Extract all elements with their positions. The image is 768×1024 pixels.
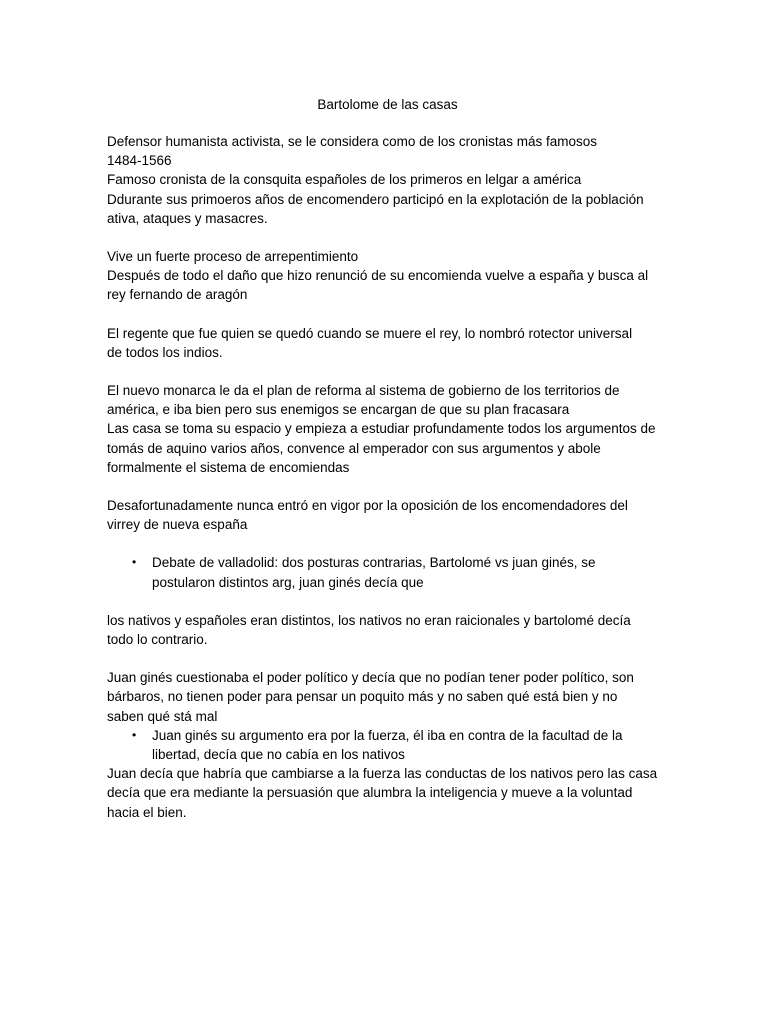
text-line: Juan ginés cuestionaba el poder político y decía que no podían tener poder político, son [107,670,634,686]
text-line: 1484-1566 [107,153,172,169]
bullet-icon: • [132,555,137,570]
text-line: virrey de nueva españa [107,517,248,533]
bullet-icon: • [132,727,137,742]
text-line: hacia el bien. [107,804,187,820]
paragraph-repentance [107,247,668,305]
text-line: saben qué stá mal [107,708,218,724]
list-item [107,726,668,764]
text-line: Debate de valladolid: dos posturas contrarias, Bartolomé vs juan ginés, se [152,555,596,571]
paragraph-gines [107,668,668,726]
text-line: Juan decía que habría que cambiarse a la fuerza las conductas de los nativos pero las casa [107,766,658,782]
text-line: los nativos y españoles eran distintos, los nativos no eran raicionales y bartolomé decía [107,612,631,628]
list-item [107,553,668,591]
text-line: de todos los indios. [107,344,223,360]
text-line: Juan ginés su argumento era por la fuerza, él iba en contra de la facultad de la [152,727,623,743]
text-line: todo lo contrario. [107,632,208,648]
text-line: tomás de aquino varios años, convence al emperador con sus argumentos y abole [107,440,601,456]
text-line: ativa, ataques y masacres. [107,210,268,226]
text-line: El nuevo monarca le da el plan de reforma al sistema de gobierno de los territorios de [107,383,620,399]
text-line: Desafortunadamente nunca entró en vigor por la oposición de los encomendadores del [107,498,628,514]
paragraph-natives [107,611,668,649]
paragraph-intro [107,132,668,228]
text-line: américa, e iba bien pero sus enemigos se encargan de que su plan fracasara [107,402,570,418]
text-line: Defensor humanista activista, se le considera como de los cronistas más famosos [107,134,597,149]
paragraph-reform [107,381,668,477]
text-line: Ddurante sus primoeros años de encomendero participó en la explotación de la población [107,191,644,207]
text-line: El regente que fue quien se quedó cuando se muere el rey, lo nombró rotector universal [107,325,633,341]
bullet-list-force [107,726,668,764]
text-line: formalmente el sistema de encomiendas [107,459,350,475]
text-line: libertad, decía que no cabía en los nativos [152,747,405,763]
text-line: decía que era mediante la persuasión que alumbra la inteligencia y mueve a la voluntad [107,785,633,801]
text-line: Después de todo el daño que hizo renunció de su encomienda vuelve a españa y busca al [107,268,649,284]
paragraph-persuasion [107,764,668,822]
text-line: postularon distintos arg, juan ginés decía que [152,574,424,590]
text-line: Vive un fuerte proceso de arrepentimiento [107,249,359,265]
text-line: rey fernando de aragón [107,287,248,303]
bullet-list-debate [107,553,668,591]
paragraph-opposition [107,496,668,534]
text-line: bárbaros, no tienen poder para pensar un poquito más y no saben qué está bien y no [107,689,618,705]
document-title: Bartolome de las casas [317,97,458,112]
text-line: Famoso cronista de la consquita españoles de los primeros en lelgar a américa [107,172,582,188]
paragraph-regent [107,324,668,362]
text-line: Las casa se toma su espacio y empieza a estudiar profundamente todos los argumentos de [107,421,656,437]
